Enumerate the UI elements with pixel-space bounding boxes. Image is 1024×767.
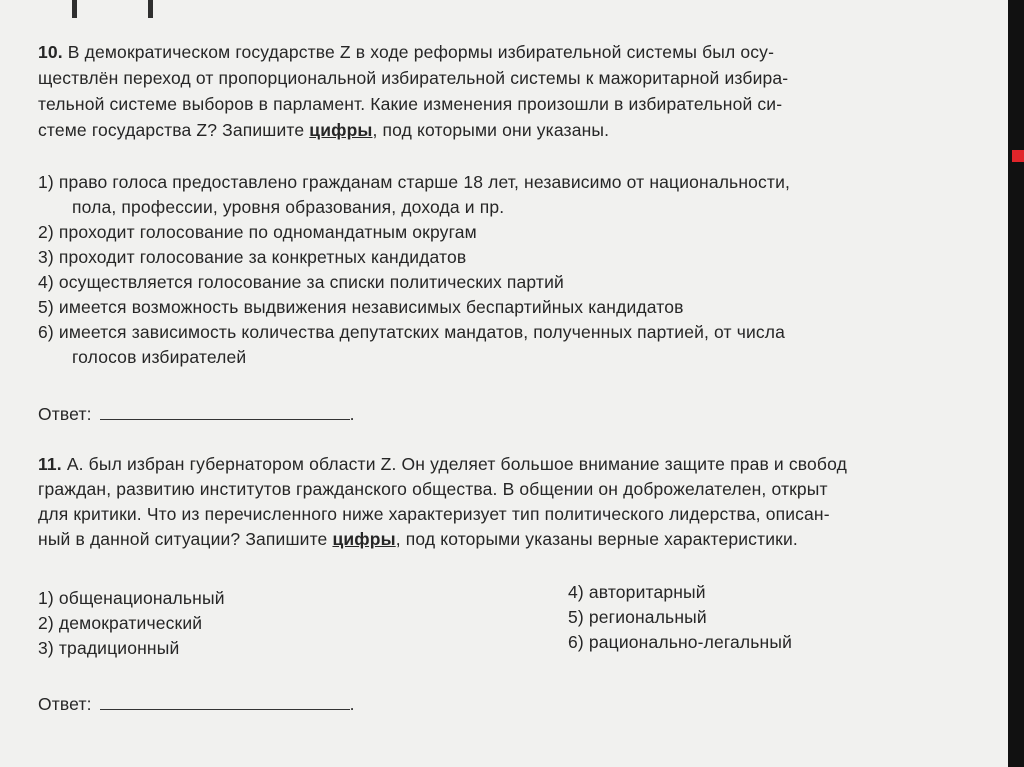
q11-text: А. был избран губернатором области Z. Он уделяет большое внимание защите прав и свобод: [66, 454, 847, 474]
q10-line-3: тельной системе выборов в парламент. Какие изменения произошли в избирательной си-: [38, 94, 783, 114]
q10-option-2: 2) проходит голосование по одномандатным округам: [38, 222, 477, 242]
q11-option-6: 6) рационально-легальный: [568, 632, 793, 652]
q11-answer-label: Ответ:: [38, 694, 92, 714]
q10-option-1-cont: пола, профессии, уровня образования, дохода и пр.: [72, 197, 505, 217]
q10-option-5: 5) имеется возможность выдвижения независимых беспартийных кандидатов: [38, 297, 684, 317]
q10-answer-label: Ответ:: [38, 404, 92, 424]
q11-line-2: граждан, развитию институтов гражданского общества. В общении он доброжелателен, открыт: [38, 479, 828, 499]
q11-line-1: [38, 452, 847, 476]
q11-option-4: 4) авторитарный: [568, 582, 706, 602]
q11-option-1: 1) общенациональный: [38, 588, 225, 608]
q10-number: 10.: [38, 42, 63, 62]
q10-line-1: [38, 40, 774, 64]
scan-edge-mark: [72, 0, 77, 18]
q11-option-5: 5) региональный: [568, 607, 707, 627]
q11-answer-field[interactable]: [100, 692, 350, 710]
q11-number: 11.: [38, 454, 62, 474]
q10-answer: Ответ: .: [38, 404, 355, 424]
right-border: [1008, 0, 1024, 767]
q10-text: В демократическом государстве Z в ходе реформы избирательной системы был осу-: [67, 42, 775, 62]
q10-option-6-cont: голосов избирателей: [72, 347, 247, 367]
q10-line-4: стеме государства Z? Запишите цифры, под которыми они указаны.: [38, 120, 610, 140]
q10-option-1: 1) право голоса предоставлено гражданам старше 18 лет, независимо от национальности,: [38, 172, 791, 192]
q10-option-3: 3) проходит голосование за конкретных кандидатов: [38, 247, 467, 267]
q11-option-2: 2) демократический: [38, 613, 203, 633]
right-accent-mark: [1012, 150, 1024, 162]
q11-emphasis: цифры: [332, 529, 396, 549]
q10-emphasis: цифры: [309, 120, 373, 140]
q10-option-6: 6) имеется зависимость количества депутатских мандатов, полученных партией, от числа: [38, 322, 786, 342]
scan-edge-mark: [148, 0, 153, 18]
q10-answer-field[interactable]: [100, 402, 350, 420]
q11-option-3: 3) традиционный: [38, 638, 180, 658]
q11-line-4: ный в данной ситуации? Запишите цифры, под которыми указаны верные характеристики.: [38, 529, 798, 549]
q11-line-3: для критики. Что из перечисленного ниже характеризует тип политического лидерства, описан-: [38, 504, 830, 524]
q10-option-4: 4) осуществляется голосование за списки политических партий: [38, 272, 564, 292]
q11-answer: Ответ: .: [38, 694, 355, 714]
q10-line-2: ществлён переход от пропорциональной избирательной системы к мажоритарной избира-: [38, 68, 789, 88]
